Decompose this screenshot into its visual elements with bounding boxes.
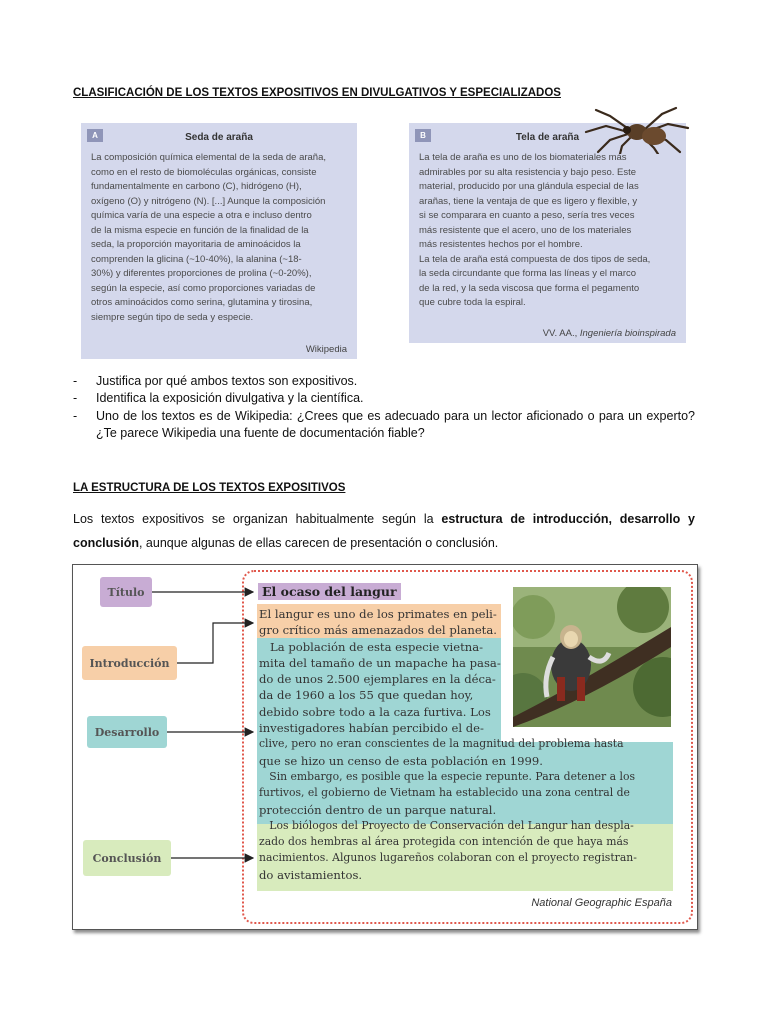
box-b-title: Tela de araña [515,132,580,143]
infographic-source: National Geographic España [531,897,672,909]
section-heading-classification: CLASIFICACIÓN DE LOS TEXTOS EXPOSITIVOS EN DIVULGATIVOS Y ESPECIALIZADOS [73,87,561,99]
article-line: gro crítico más amenazados del planeta. [259,623,497,638]
article-title: El ocaso del langur [258,583,401,600]
question-list [73,373,695,442]
label-introduccion: Introducción [82,646,177,680]
article-line: do de unos 2.500 ejemplares en la déca- [259,672,496,687]
label-titulo: Título [100,577,152,607]
structure-paragraph: Los textos expositivos se organizan habitualmente según la estructura de introducción, desarrollo y conclusión, aunque algunas de ellas carecen de presentación o conclusión. [73,512,695,550]
article-line: La población de esta especie vietna- [259,639,484,654]
list-item: - Identifica la exposición divulgativa y la científica. [73,391,364,406]
box-a-source: Wikipedia [305,344,347,355]
box-b-source: VV. AA., Ingeniería bioinspirada [542,328,676,339]
article-line: El langur es uno de los primates en peli- [259,607,497,621]
label-desarrollo: Desarrollo [87,716,167,748]
text-box-a [81,123,357,359]
structure-infographic [72,564,698,930]
label-conclusion: Conclusión [83,840,171,876]
box-b-badge: B [415,129,431,142]
box-a-body: La composición química elemental de la seda de araña, como en el resto de biomoléculas orgánicas, consiste fundamentalmente en carbono (C), hidrógeno (H), oxígeno (O) y nitrógeno (N). [...] Aunque la composición química varía de una especie a otra e incluso dentro de la misma especie en función de la finalidad de la seda, la proporción mayoritaria de aminoácidos la comprenden la glicina (~10-40%), la alanina (~18- 30%) y diferentes proporciones de prolina (~0-20%), según la especie, así como proporciones variadas de otros aminoácidos como serina, glutamina y tirosina, siempre según tipo de seda y especie. [91,152,327,323]
box-a-title: Seda de araña [185,132,253,143]
connector-arrows [73,565,697,929]
article-line: do avistamientos. [259,867,363,882]
section-heading-structure: LA ESTRUCTURA DE LOS TEXTOS EXPOSITIVOS [73,482,346,494]
article-line: clive, pero no eran conscientes de la magnitud del problema hasta [259,737,624,751]
article-line: nacimientos. Algunos lugareños colaboran con el proyecto registran- [259,851,637,865]
box-b-body: La tela de araña es uno de los biomateriales más admirables por su alta resistencia y bajo peso. Este material, producido por una glándula especial de las arañas, tiene la ventaja de que es ligero y flexible, y si se comparara en cuanto a peso, sería tres veces más resistente que el acero, uno de los materiales más resistentes hechos por el hombre. La tela de araña está compuesta de dos tipos de seda, la seda circundante que forma las líneas y el marco de la red, y la seda viscosa que forma el pegamento que cubre toda la espiral. [419,152,651,308]
article-line: Sin embargo, es posible que la especie repunte. Para detener a los [259,769,635,783]
text-box-b [409,123,686,343]
article-line: zado dos hembras al área protegida con intención de que haya más [259,835,629,849]
article-line: que se hizo un censo de esta población en 1999. [259,753,543,768]
article-line: Los biólogos del Proyecto de Conservación del Langur han despla- [259,818,634,832]
list-item: - Justifica por qué ambos textos son expositivos. [73,374,358,388]
article-line: investigadores habían percibido el de- [259,721,484,736]
list-item: - Uno de los textos es de Wikipedia: ¿Crees que es adecuado para un lector aficionado o para un experto? ¿Te parece Wikipedia una fuente de documentación fiable? [73,408,695,440]
arrow-introduccion [177,623,253,663]
article-line: protección dentro de un parque natural. [259,802,497,817]
spider-image [580,106,694,154]
article-line: furtivos, el gobierno de Vietnam ha establecido una zona central de [259,786,630,800]
article-line: da de 1960 a los 55 que quedan hoy, [259,688,474,703]
article-line: debido sobre todo a la caza furtiva. Los [259,704,491,719]
article-line: mita del tamaño de un mapache ha pasa- [259,655,501,670]
box-a-badge: A [87,129,103,142]
